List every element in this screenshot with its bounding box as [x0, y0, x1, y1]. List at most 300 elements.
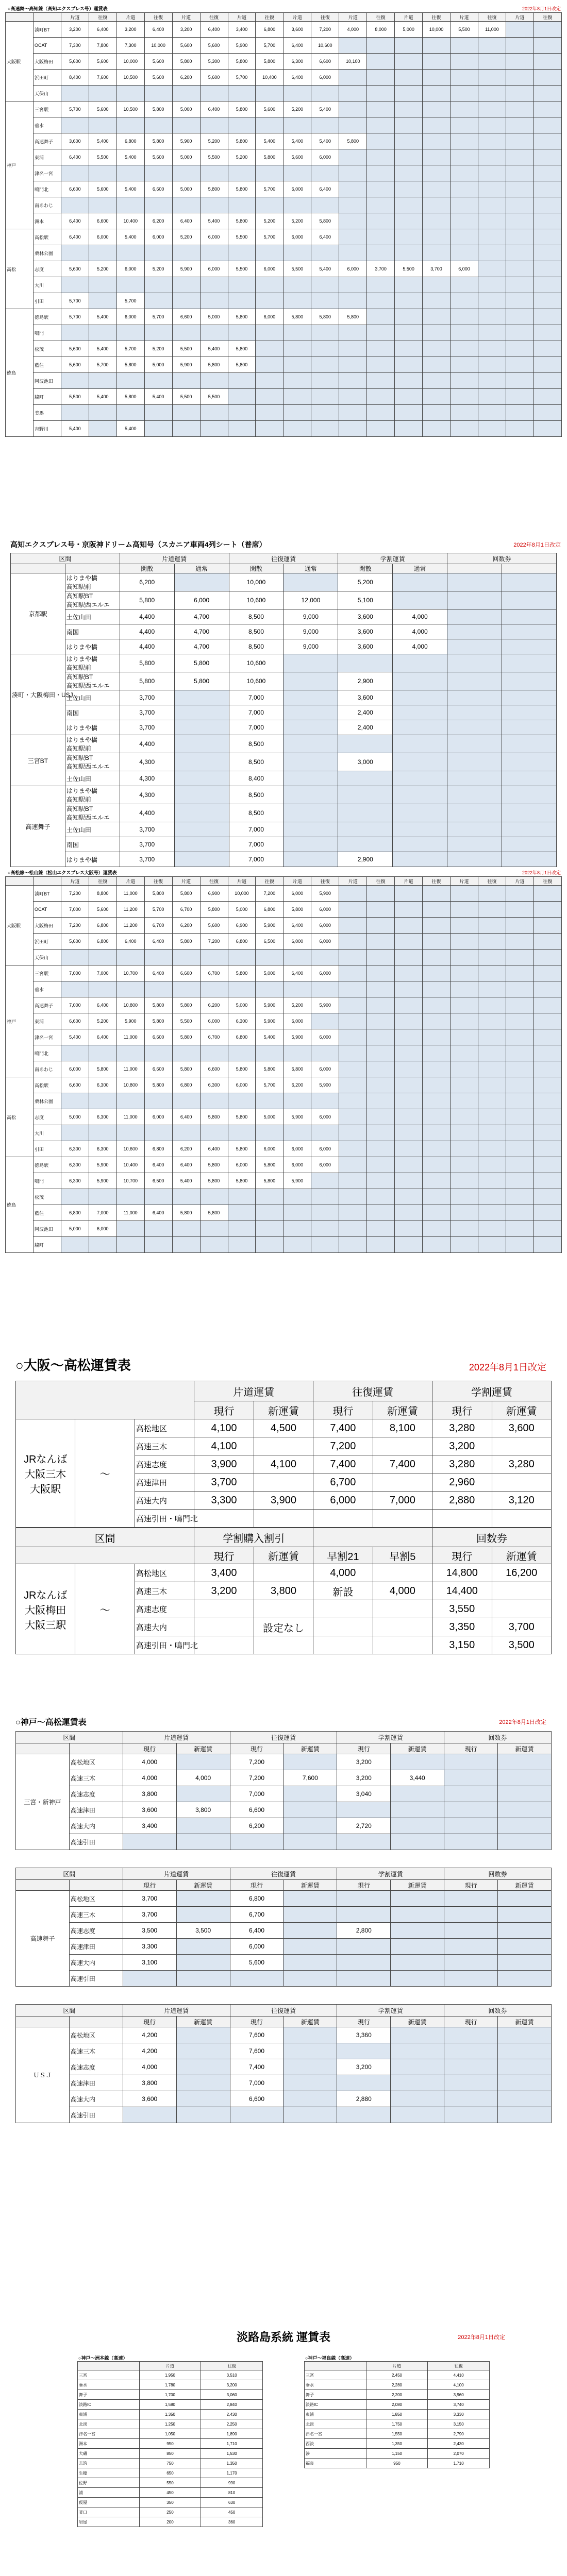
fare-value: 5,800: [256, 149, 284, 165]
fare-value: [228, 293, 256, 309]
column-subheader: 新運賃: [176, 2016, 230, 2027]
table-row: [11, 804, 557, 822]
fare-value: 3,700: [120, 720, 174, 735]
fare-value: [391, 1907, 444, 1923]
fare-value: [194, 1510, 254, 1528]
fare-value: [478, 341, 506, 357]
fare-value: 5,800: [256, 54, 284, 70]
stop-name: 津名一宮: [33, 165, 61, 181]
fare-value: 6,800: [228, 1029, 256, 1045]
fare-value: [393, 720, 447, 735]
fare-value: [478, 1221, 506, 1237]
table-row: [6, 421, 562, 437]
fare-value: 6,000: [116, 261, 144, 277]
fare-value: [391, 1955, 444, 1971]
fare-value: 200: [139, 2517, 201, 2527]
fare-value: 6,700: [172, 902, 200, 918]
fare-value: [533, 86, 561, 101]
fare-value: [176, 2107, 230, 2123]
fare-value: [61, 1237, 89, 1253]
fare-value: [367, 981, 395, 997]
fare-value: [116, 325, 144, 341]
fare-value: [256, 1237, 284, 1253]
fare-value: [498, 1770, 552, 1786]
fare-value: [313, 1636, 373, 1654]
fare-value: [506, 181, 533, 197]
table-row: [11, 735, 557, 753]
fare-value: [395, 70, 423, 86]
fare-value: 4,000: [123, 1770, 176, 1786]
fare-value: 6,600: [89, 213, 116, 229]
fare-value: [395, 405, 423, 421]
fare-value: [89, 405, 116, 421]
fare-value: [256, 293, 284, 309]
stop-name: 高速三木: [135, 1582, 194, 1600]
table-row: [11, 690, 557, 705]
fare-value: 5,800: [174, 654, 229, 672]
fare-value: 6,600: [144, 1029, 172, 1045]
fare-value: 4,100: [254, 1455, 313, 1473]
stop-name: 南国: [65, 837, 120, 852]
fare-value: [478, 918, 506, 934]
fare-value: 9,000: [284, 624, 338, 639]
fare-value: [172, 165, 200, 181]
fare-value: [391, 1802, 444, 1818]
fare-value: [61, 1093, 89, 1109]
fare-value: [395, 950, 423, 965]
fare-value: 6,000: [284, 886, 311, 902]
fare-value: [367, 902, 395, 918]
fare-value: 5,800: [311, 213, 339, 229]
header-row: [78, 2362, 263, 2370]
fare-value: 6,600: [61, 1077, 89, 1093]
column-header: [33, 13, 61, 22]
column-header: 往復運賃: [230, 2005, 337, 2016]
column-subheader: 新運賃: [284, 1880, 337, 1891]
fare-value: [61, 245, 89, 261]
fare-value: [367, 373, 395, 389]
fare-value: [339, 934, 367, 950]
fare-value: [393, 786, 447, 804]
fare-value: [423, 133, 451, 149]
fare-value: [144, 197, 172, 213]
table-row: [6, 1045, 562, 1061]
fare-value: 5,800: [144, 101, 172, 117]
fare-value: [116, 165, 144, 181]
fare-value: 5,800: [120, 654, 174, 672]
fare-value: 5,900: [172, 357, 200, 373]
fare-value: [89, 1125, 116, 1141]
fare-value: [172, 405, 200, 421]
fare-value: [144, 1045, 172, 1061]
fare-value: [337, 2075, 391, 2091]
fare-value: [395, 325, 423, 341]
stop-name: 淡路IC: [78, 2400, 140, 2410]
stop-name: 土佐山田: [65, 771, 120, 786]
fare-value: [478, 389, 506, 405]
column-subheader: 新運賃: [391, 1743, 444, 1754]
fare-value: 3,280: [492, 1455, 552, 1473]
column-header: 区間: [16, 2005, 123, 2016]
fare-value: [444, 1955, 498, 1971]
origin-label: 湊町・大阪梅田・USJ: [11, 654, 65, 735]
column-header: 学割運賃: [337, 1868, 444, 1880]
fare-value: 5,900: [228, 38, 256, 54]
fare-value: 7,800: [89, 38, 116, 54]
fare-value: [284, 1237, 311, 1253]
fare-value: [451, 117, 478, 133]
fare-value: 5,800: [284, 902, 311, 918]
fare-value: 6,400: [61, 149, 89, 165]
fare-value: [423, 1205, 451, 1221]
fare-value: [284, 2059, 337, 2075]
stop-name: 釜口: [78, 2507, 140, 2517]
fare-value: 6,000: [256, 1141, 284, 1157]
fare-value: 5,900: [284, 1029, 311, 1045]
fare-value: [284, 705, 338, 720]
fare-value: 6,400: [200, 22, 228, 38]
column-header: 往復: [144, 877, 172, 886]
fare-value: [444, 1923, 498, 1939]
fare-value: [451, 1189, 478, 1205]
table-row: [305, 2400, 490, 2410]
fare-value: [144, 86, 172, 101]
fare-value: [339, 117, 367, 133]
fare-value: [423, 277, 451, 293]
fare-value: [423, 1221, 451, 1237]
fare-value: [367, 950, 395, 965]
header-row: [6, 13, 562, 22]
column-subheader: 現行: [444, 2016, 498, 2027]
fare-value: 5,400: [89, 341, 116, 357]
column-header: 回数券: [444, 2005, 552, 2016]
fare-value: 6,300: [61, 1141, 89, 1157]
stop-name: 湊町BT: [33, 22, 61, 38]
fare-value: [89, 277, 116, 293]
fare-value: [395, 965, 423, 981]
fare-value: [391, 1786, 444, 1802]
column-header: 往復: [201, 2362, 263, 2370]
fare-value: [339, 373, 367, 389]
fare-value: 5,800: [200, 1173, 228, 1189]
fare-value: 10,100: [339, 54, 367, 70]
fare-value: [423, 117, 451, 133]
fare-value: [393, 771, 447, 786]
table-row: [11, 786, 557, 804]
fare-value: 6,200: [284, 1077, 311, 1093]
stop-name: 淡路IC: [305, 2400, 366, 2410]
table-row: [11, 573, 557, 591]
fare-value: 11,200: [116, 918, 144, 934]
fare-value: 5,500: [228, 261, 256, 277]
fare-value: [338, 837, 393, 852]
column-subheader: 閑散: [120, 564, 174, 573]
fare-value: 5,800: [144, 997, 172, 1013]
fare-value: [176, 2027, 230, 2043]
fare-value: [506, 22, 533, 38]
fare-value: [311, 357, 339, 373]
fare-value: [478, 1077, 506, 1093]
group-label: 神戸: [6, 101, 34, 229]
fare-value: 10,600: [311, 38, 339, 54]
fare-value: [447, 822, 502, 837]
fare-value: [444, 1834, 498, 1850]
fare-value: 6,400: [172, 1109, 200, 1125]
fare-value: 5,800: [228, 181, 256, 197]
fare-value: [498, 2043, 552, 2059]
table-row: [11, 852, 557, 867]
fare-value: 5,900: [172, 261, 200, 277]
fare-value: 11,000: [116, 1029, 144, 1045]
column-header: 往復運賃: [313, 1381, 432, 1401]
header-row: [6, 877, 562, 886]
fare-value: 4,200: [123, 2043, 176, 2059]
fare-value: 3,800: [123, 2075, 176, 2091]
table-row: [78, 2478, 263, 2488]
table-row: [6, 22, 562, 38]
fare-value: 5,200: [256, 213, 284, 229]
stop-name: 北淡: [78, 2419, 140, 2429]
table-row: [78, 2419, 263, 2429]
fare-value: [506, 325, 533, 341]
fare-value: [423, 101, 451, 117]
column-header: 学割運賃: [337, 2005, 444, 2016]
fare-value: 5,600: [172, 38, 200, 54]
fare-value: 10,600: [229, 591, 284, 609]
fare-value: [395, 902, 423, 918]
fare-value: [533, 341, 561, 357]
fare-value: [339, 341, 367, 357]
group-label: 大阪駅: [6, 22, 34, 101]
fare-value: [339, 277, 367, 293]
fare-value: 6,400: [230, 1923, 284, 1939]
fare-value: [498, 1955, 552, 1971]
table-row: [78, 2370, 263, 2380]
fare-value: 1,890: [201, 2429, 263, 2439]
fare-value: [423, 965, 451, 981]
fare-value: [478, 1141, 506, 1157]
fare-value: 7,000: [229, 720, 284, 735]
fare-value: [367, 245, 395, 261]
fare-value: [533, 309, 561, 325]
fare-value: [254, 1473, 313, 1492]
fare-value: [444, 2091, 498, 2107]
column-subheader: 現行: [432, 1547, 492, 1564]
fare-value: 2,070: [428, 2449, 490, 2459]
stop-name: 東浦: [78, 2410, 140, 2419]
fare-value: [284, 2075, 337, 2091]
fare-value: 6,300: [89, 1141, 116, 1157]
fare-value: 6,200: [144, 213, 172, 229]
fare-value: [502, 591, 557, 609]
fare-value: 11,000: [116, 1205, 144, 1221]
fare-value: [423, 229, 451, 245]
fare-value: [256, 1221, 284, 1237]
stop-name: 高知駅BT 高知駅西エルエ: [65, 753, 120, 771]
fare-value: [395, 1157, 423, 1173]
fare-value: [533, 421, 561, 437]
fare-value: [506, 197, 533, 213]
column-subheader: 新運賃: [498, 1880, 552, 1891]
fare-value: [478, 86, 506, 101]
fare-value: 6,800: [116, 133, 144, 149]
fare-value: [478, 54, 506, 70]
fare-value: [338, 822, 393, 837]
fare-value: 2,400: [338, 720, 393, 735]
fare-value: 5,400: [284, 133, 311, 149]
fare-value: 7,000: [61, 965, 89, 981]
fare-value: [451, 1157, 478, 1173]
fare-value: 5,600: [89, 101, 116, 117]
fare-value: [176, 1754, 230, 1770]
fare-value: [451, 1173, 478, 1189]
table-row: [16, 1786, 552, 1802]
fare-value: [256, 950, 284, 965]
fare-value: [478, 293, 506, 309]
fare-value: [506, 981, 533, 997]
fare-value: 6,200: [230, 1818, 284, 1834]
fare-value: [256, 389, 284, 405]
fare-value: 5,500: [200, 149, 228, 165]
stop-name: 西淡: [305, 2439, 366, 2449]
fare-value: 6,000: [311, 1157, 339, 1173]
fare-value: 850: [139, 2449, 201, 2459]
fare-value: 5,900: [256, 918, 284, 934]
fare-value: 5,500: [172, 1013, 200, 1029]
fare-value: 5,200: [228, 149, 256, 165]
fare-value: [506, 1205, 533, 1221]
column-header: 片道: [116, 13, 144, 22]
fare-value: [311, 341, 339, 357]
fare-value: [200, 165, 228, 181]
fare-value: 6,400: [284, 38, 311, 54]
fare-value: 5,200: [284, 101, 311, 117]
fare-value: [284, 293, 311, 309]
fare-value: [498, 2091, 552, 2107]
fare-value: 5,400: [172, 1173, 200, 1189]
fare-value: 5,800: [228, 309, 256, 325]
group-label: 高松: [6, 229, 34, 309]
fare-value: [451, 421, 478, 437]
fare-value: [228, 245, 256, 261]
fare-value: [337, 1955, 391, 1971]
fare-value: [284, 2027, 337, 2043]
table-row: [11, 753, 557, 771]
fare-value: [451, 101, 478, 117]
fare-value: [533, 117, 561, 133]
header-row: [11, 553, 557, 564]
table-row: [6, 981, 562, 997]
fare-value: [284, 1818, 337, 1834]
table-row: [16, 2091, 552, 2107]
fare-value: [284, 357, 311, 373]
fare-value: [284, 837, 338, 852]
fare-value: [228, 389, 256, 405]
fare-value: [284, 1754, 337, 1770]
fare-value: [506, 229, 533, 245]
fare-value: 6,400: [172, 213, 200, 229]
range-tilde: 〜: [75, 1564, 135, 1654]
fare-value: 5,400: [116, 229, 144, 245]
fare-value: 5,400: [200, 213, 228, 229]
fare-value: 5,000: [61, 1109, 89, 1125]
fare-value: [339, 86, 367, 101]
column-header: 片道: [339, 877, 367, 886]
fare-value: [228, 373, 256, 389]
fare-value: [89, 1093, 116, 1109]
fare-value: [367, 165, 395, 181]
fare-value: 5,700: [256, 181, 284, 197]
fare-value: 5,400: [116, 149, 144, 165]
fare-value: [502, 654, 557, 672]
fare-value: [172, 293, 200, 309]
fare-value: [174, 771, 229, 786]
header-row: [16, 1868, 552, 1880]
fare-value: 5,800: [256, 1157, 284, 1173]
fare-value: 11,000: [116, 1109, 144, 1125]
column-subheader: [11, 564, 65, 573]
stop-name: 高速大内: [69, 2091, 123, 2107]
fare-value: 8,500: [229, 609, 284, 624]
fare-value: [423, 886, 451, 902]
column-subheader: 現行: [313, 1401, 373, 1419]
fare-value: 3,000: [338, 753, 393, 771]
fare-value: [451, 309, 478, 325]
table-row: [16, 2059, 552, 2075]
stop-name: 高知駅BT 高知駅西エルエ: [65, 591, 120, 609]
column-header: 回数券: [432, 1528, 552, 1547]
fare-value: 1,250: [139, 2419, 201, 2429]
fare-value: [256, 421, 284, 437]
fare-value: [423, 1013, 451, 1029]
fare-value: 5,200: [144, 341, 172, 357]
stop-name: 垂水: [305, 2380, 366, 2390]
fare-value: 5,800: [116, 389, 144, 405]
table-row: [6, 1013, 562, 1029]
fare-value: 3,500: [492, 1636, 552, 1654]
fare-value: 8,500: [229, 753, 284, 771]
fare-value: [339, 197, 367, 213]
fare-value: [506, 1237, 533, 1253]
fare-value: 6,700: [200, 965, 228, 981]
fare-value: [451, 997, 478, 1013]
revision-date: 2022年8月1日改定: [522, 870, 561, 875]
fare-value: [498, 1834, 552, 1850]
table-row: [16, 1955, 552, 1971]
revision-date: 2022年8月1日改定: [499, 1719, 546, 1725]
fare-value: 6,300: [61, 1173, 89, 1189]
stop-name: はりまや橋 高知駅前: [65, 573, 120, 591]
fare-value: [506, 1109, 533, 1125]
fare-value: [311, 245, 339, 261]
fare-value: 6,000: [339, 261, 367, 277]
fare-value: [61, 981, 89, 997]
fare-value: [391, 2027, 444, 2043]
fare-value: [373, 1618, 432, 1636]
fare-value: 6,400: [116, 934, 144, 950]
fare-value: 5,800: [228, 357, 256, 373]
column-subheader: 現行: [337, 1880, 391, 1891]
fare-value: 10,400: [116, 1157, 144, 1173]
fare-value: [423, 86, 451, 101]
fare-value: [61, 1125, 89, 1141]
fare-value: [116, 950, 144, 965]
fare-value: 6,400: [144, 965, 172, 981]
fare-value: [256, 1189, 284, 1205]
stop-name: 高速志度: [135, 1455, 194, 1473]
fare-value: [451, 197, 478, 213]
fare-value: [451, 1029, 478, 1045]
